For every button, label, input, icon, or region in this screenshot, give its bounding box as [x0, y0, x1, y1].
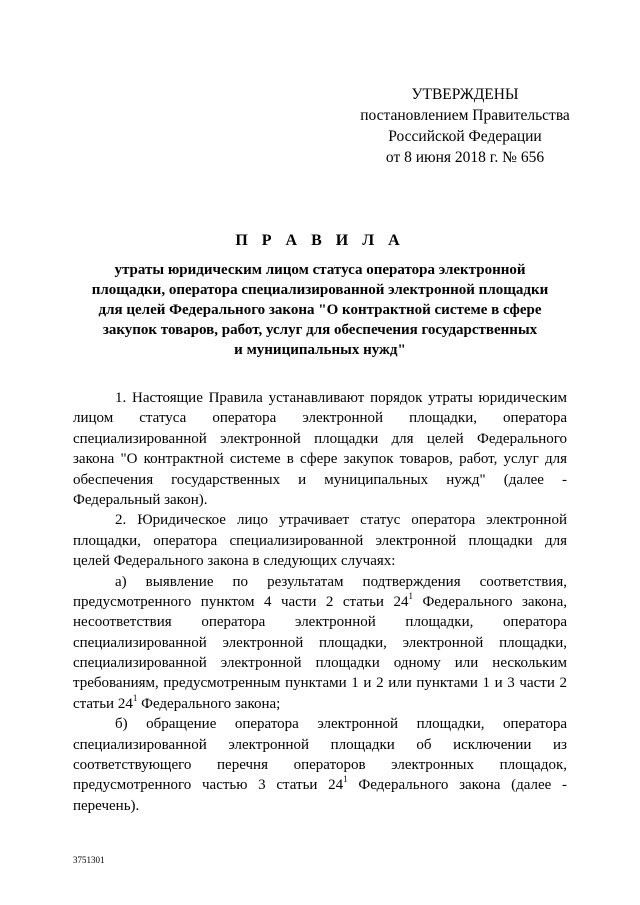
document-title: П Р А В И Л А [235, 232, 405, 249]
paragraph-1-line: обеспечения государственных и муниципальных нужд" (далее - [73, 471, 567, 488]
approval-line-country: Российской Федерации [388, 128, 542, 145]
paragraph-2-line: площадки, оператора специализированной электронной площадки для [73, 532, 567, 549]
item-a-line [73, 694, 567, 714]
approval-stamp [330, 84, 600, 168]
item-b-line: перечень). [73, 797, 140, 814]
article-superscript: 1 [408, 590, 413, 601]
paragraph-1-line: 1. Настоящие Правила устанавливают порядок утраты юридическим [115, 390, 567, 406]
item-b-line: специализированной электронной площадки об исключении из [73, 736, 567, 753]
article-superscript: 1 [343, 774, 348, 785]
item-a-text: предусмотренного пунктом 4 части 2 статьи 24 [73, 593, 409, 610]
paragraph-2-line: 2. Юридическое лицо утрачивает статус оператора электронной [115, 512, 567, 529]
item-a-line: несоответствия оператора электронной площадки, оператора [73, 614, 567, 631]
item-a-text: Федерального закона; [137, 695, 281, 712]
document-subtitle [72, 260, 568, 360]
item-b-line: соответствующего перечня операторов электронных площадок, [73, 757, 567, 774]
subtitle-line: для целей Федерального закона "О контрактной системе в сфере [98, 302, 542, 318]
item-a-line: специализированной электронной площадки одному или нескольким [73, 655, 567, 672]
approval-line-date: от 8 июня 2018 г. № 656 [385, 149, 545, 166]
paragraph-1-line: Федеральный закон). [73, 491, 208, 508]
paragraph-2-line: целей Федерального закона в следующих случаях: [73, 553, 396, 570]
subtitle-line: площадки, оператора специализированной электронной площадки [91, 282, 549, 298]
item-a-text: Федерального закона, [412, 593, 567, 610]
item-a-line: специализированной электронной площадки, электронной площадки, [73, 634, 567, 651]
item-b-line [73, 775, 567, 795]
item-b-text: предусмотренного частью 3 статьи 24 [73, 777, 344, 794]
paragraph-1-line: лицом статуса оператора электронной площадки, оператора [73, 410, 567, 427]
subtitle-line: утраты юридическим лицом статуса оператора электронной [114, 262, 526, 278]
item-a-line: а) выявление по результатам подтверждения соответствия, [115, 573, 567, 590]
subtitle-line: закупок товаров, работ, услуг для обеспечения государственных [102, 322, 538, 338]
paragraph-1-line: специализированной электронной площадки для целей Федерального [73, 430, 567, 447]
document-number: 3751301 [73, 855, 105, 865]
article-superscript: 1 [132, 692, 138, 703]
approval-line-decree: постановлением Правительства [360, 107, 570, 124]
item-a-line [73, 592, 567, 612]
paragraph-1-line: закона "О контрактной системе в сфере закупок товаров, работ, услуг для [73, 451, 567, 468]
item-a-text: статьи 24 [73, 695, 133, 712]
item-b-text: Федерального закона (далее - [347, 777, 567, 794]
item-b-line: б) обращение оператора электронной площадки, оператора [115, 716, 567, 733]
document-body [73, 388, 567, 816]
approval-heading: УТВЕРЖДЕНЫ [411, 86, 519, 103]
item-a-line: требованиям, предусмотренным пунктами 1 и 2 или пунктами 1 и 3 части 2 [73, 675, 567, 692]
subtitle-line: и муниципальных нужд" [234, 342, 406, 358]
